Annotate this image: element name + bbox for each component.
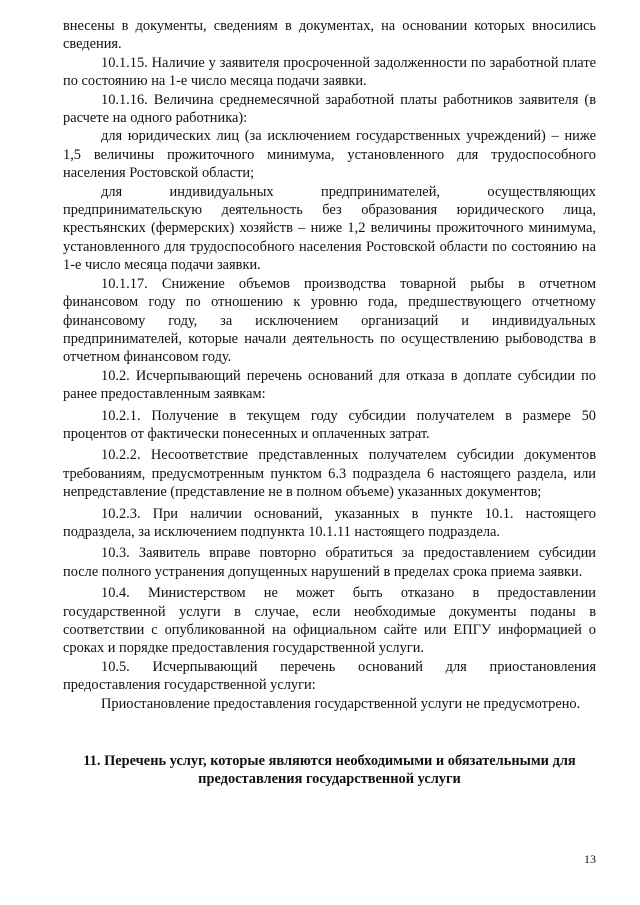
paragraph-10-5: 10.5. Исчерпывающий перечень оснований для приостановления предоставления государственной услуги: bbox=[63, 658, 596, 694]
paragraph-10-2: 10.2. Исчерпывающий перечень оснований для отказа в доплате субсидии по ранее предоставленным заявкам: bbox=[63, 367, 596, 403]
paragraph-legal-entities: для юридических лиц (за исключением государственных учреждений) – ниже 1,5 величины прожиточного минимума, установленного для трудоспособного населения Ростовской области; bbox=[63, 128, 596, 182]
paragraph-10-1-16: 10.1.16. Величина среднемесячной заработной платы работников заявителя (в расчете на одного работника): bbox=[63, 91, 596, 127]
page-number: 13 bbox=[584, 852, 596, 866]
paragraph-10-2-2: 10.2.2. Несоответствие представленных получателем субсидии документов требованиям, предусмотренным пунктом 6.3 подраздела 6 настоящего раздела, или непредставление (представление не в полном объеме) указанных документов; bbox=[63, 447, 596, 501]
paragraph-10-3: 10.3. Заявитель вправе повторно обратиться за предоставлением субсидии после полного устранения допущенных нарушений в пределах срока приема заявки. bbox=[63, 545, 596, 580]
paragraph-suspension-not-provided: Приостановление предоставления государственной услуги не предусмотрено. bbox=[101, 695, 581, 712]
document-body bbox=[63, 17, 596, 713]
section-heading: 11. Перечень услуг, которые являются необходимыми и обязательными для предоставления государственной услуги bbox=[83, 753, 576, 788]
paragraph-10-2-1: 10.2.1. Получение в текущем году субсидии получателем в размере 50 процентов от фактически понесенных и оплаченных затрат. bbox=[63, 407, 596, 442]
paragraph-10-1-17: 10.1.17. Снижение объемов производства товарной рыбы в отчетном финансовом году по отношению к уровню года, предшествующего отчетному финансовому году, за исключением организаций и индивидуальных предпринимателей, которые начали деятельность по осуществлению рыбоводства в отчетном финансовом году. bbox=[63, 275, 596, 366]
paragraph-10-1-15: 10.1.15. Наличие у заявителя просроченной задолженности по заработной плате по состоянию на 1-е число месяца подачи заявки. bbox=[63, 54, 596, 90]
paragraph-10-4: 10.4. Министерством не может быть отказано в предоставлении государственной услуги в случае, если необходимые документы поданы в соответствии с опубликованной на официальном сайте или ЕПГУ информацией о сроках и порядке предоставления государственной услуги. bbox=[63, 585, 596, 657]
paragraph-10-2-3: 10.2.3. При наличии оснований, указанных в пункте 10.1. настоящего подраздела, за исключением подпункта 10.1.11 настоящего подраздела. bbox=[63, 505, 596, 540]
paragraph-continuation: внесены в документы, сведениям в документах, на основании которых вносились сведения. bbox=[63, 18, 596, 53]
paragraph-individual-entrepreneurs: для индивидуальных предпринимателей, осуществляющих предпринимательскую деятельность без образования юридического лица, крестьянских (фермерских) хозяйств – ниже 1,2 величины прожиточного минимума, установленного для трудоспособного населения Ростовской области по состоянию на 1-е число месяца подачи заявки. bbox=[63, 183, 596, 274]
